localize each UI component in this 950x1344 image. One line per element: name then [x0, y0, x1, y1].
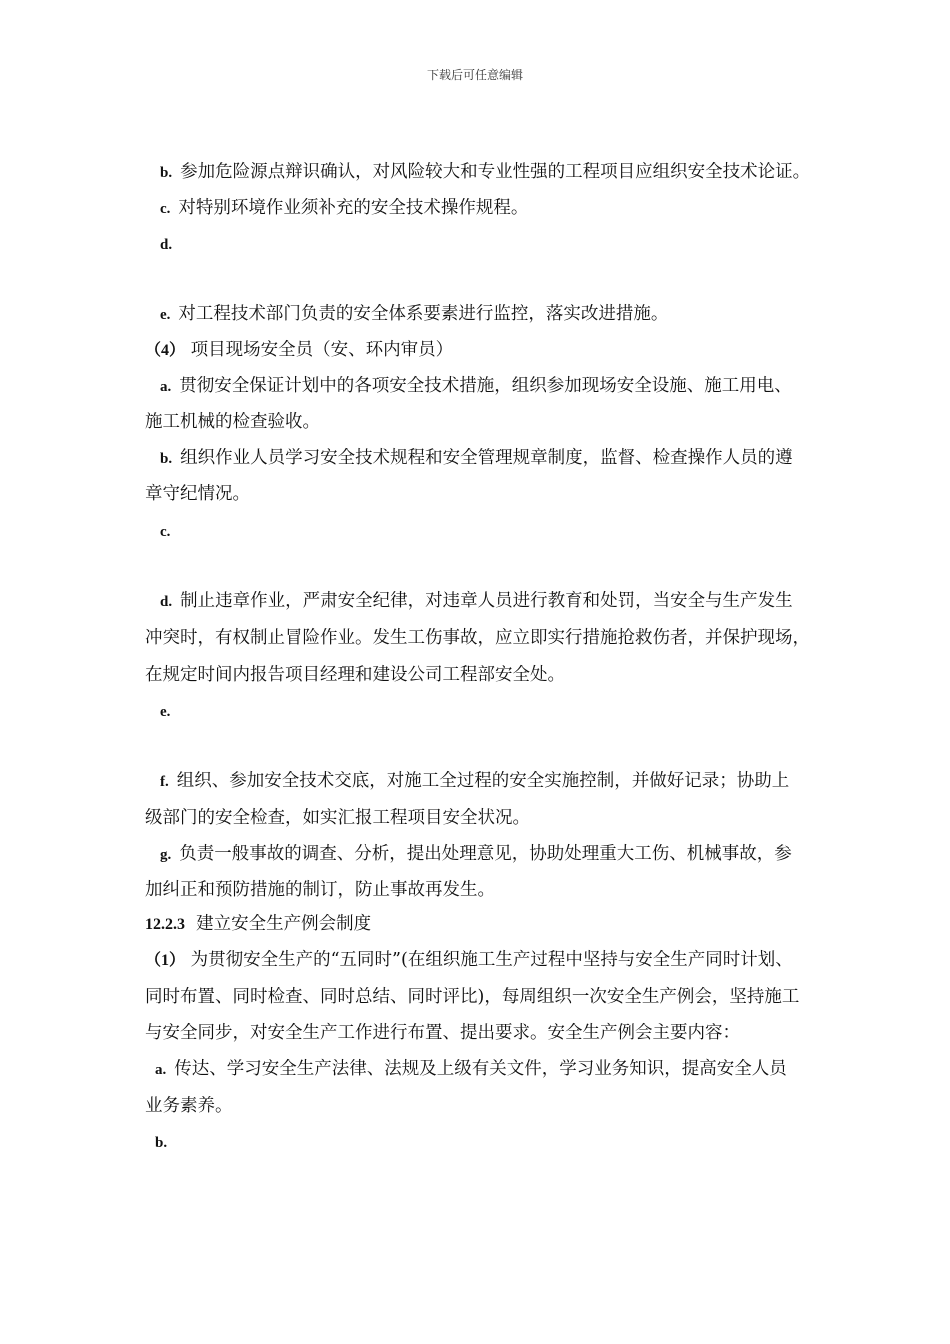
list-item-a	[160, 376, 792, 397]
list-item-f	[160, 771, 789, 792]
item-continuation: 施工机械的检查验收。	[145, 412, 320, 432]
item-marker: c.	[160, 524, 171, 540]
paragraph-number: （1）	[145, 952, 186, 969]
heading-number: 12.2.3	[145, 916, 185, 933]
item-text: 传达、学习安全生产法律、法规及上级有关文件，学习业务知识，提高安全人员	[174, 1059, 787, 1079]
list-item-b	[155, 1132, 175, 1153]
item-text: 对特别环境作业须补充的安全技术操作规程。	[178, 198, 529, 218]
item-text: 对工程技术部门负责的安全体系要素进行监控，落实改进措施。	[178, 304, 669, 324]
subsection-heading	[145, 340, 453, 361]
item-marker: g.	[160, 847, 172, 863]
item-continuation: 冲突时，有权制止冒险作业。发生工伤事故，应立即实行措施抢救伤者，并保护现场，	[145, 628, 810, 648]
item-marker: a.	[160, 379, 172, 395]
item-marker: d.	[160, 237, 173, 253]
item-marker: b.	[155, 1135, 168, 1151]
item-text: 组织、参加安全技术交底，对施工全过程的安全实施控制，并做好记录；协助上	[176, 771, 790, 791]
item-marker: b.	[160, 451, 173, 467]
item-marker: b.	[160, 165, 173, 181]
page-header: 下载后可任意编辑	[426, 68, 523, 82]
section-heading	[145, 914, 371, 935]
list-item-c	[160, 521, 178, 542]
item-text: 参加危险源点辩识确认，对风险较大和专业性强的工程项目应组织安全技术论证。	[180, 162, 811, 182]
paragraph-continuation: 同时布置、同时检查、同时总结、同时评比)，每周组织一次安全生产例会，坚持施工	[145, 987, 800, 1007]
heading-text: 建立安全生产例会制度	[196, 914, 372, 934]
list-item-d	[160, 591, 793, 612]
heading-number: （4）	[145, 342, 186, 359]
list-item-c	[160, 198, 528, 219]
heading-text: 项目现场安全员（安、环内审员）	[190, 340, 454, 360]
item-marker: e.	[160, 307, 171, 323]
list-item-d	[160, 234, 180, 255]
item-continuation: 章守纪情况。	[145, 484, 250, 504]
item-text: 贯彻安全保证计划中的各项安全技术措施，组织参加现场安全设施、施工用电、	[179, 376, 792, 396]
item-continuation: 业务素养。	[145, 1096, 233, 1116]
item-continuation: 级部门的安全检查，如实汇报工程项目安全状况。	[145, 808, 530, 828]
list-item-e	[160, 304, 668, 325]
item-marker: d.	[160, 594, 173, 610]
item-marker: f.	[160, 774, 169, 790]
item-text: 负责一般事故的调查、分析，提出处理意见，协助处理重大工伤、机械事故，参	[179, 844, 792, 864]
list-item-b	[160, 448, 793, 469]
list-item-e	[160, 701, 178, 722]
item-text: 组织作业人员学习安全技术规程和安全管理规章制度，监督、检查操作人员的遵	[180, 448, 793, 468]
paragraph-text: 为贯彻安全生产的“五同时”(在组织施工生产过程中坚持与安全生产同时计划、	[190, 950, 793, 970]
item-marker: a.	[155, 1062, 167, 1078]
item-continuation: 加纠正和预防措施的制订，防止事故再发生。	[145, 880, 495, 900]
list-item-b	[160, 162, 810, 183]
paragraph-continuation: 与安全同步，对安全生产工作进行布置、提出要求。安全生产例会主要内容：	[145, 1023, 740, 1043]
list-item-g	[160, 844, 792, 865]
paragraph	[145, 950, 793, 971]
list-item-a	[155, 1059, 787, 1080]
item-text: 制止违章作业，严肃安全纪律，对违章人员进行教育和处罚，当安全与生产发生	[180, 591, 793, 611]
item-marker: e.	[160, 704, 171, 720]
item-marker: c.	[160, 201, 171, 217]
item-continuation: 在规定时间内报告项目经理和建设公司工程部安全处。	[145, 665, 565, 685]
